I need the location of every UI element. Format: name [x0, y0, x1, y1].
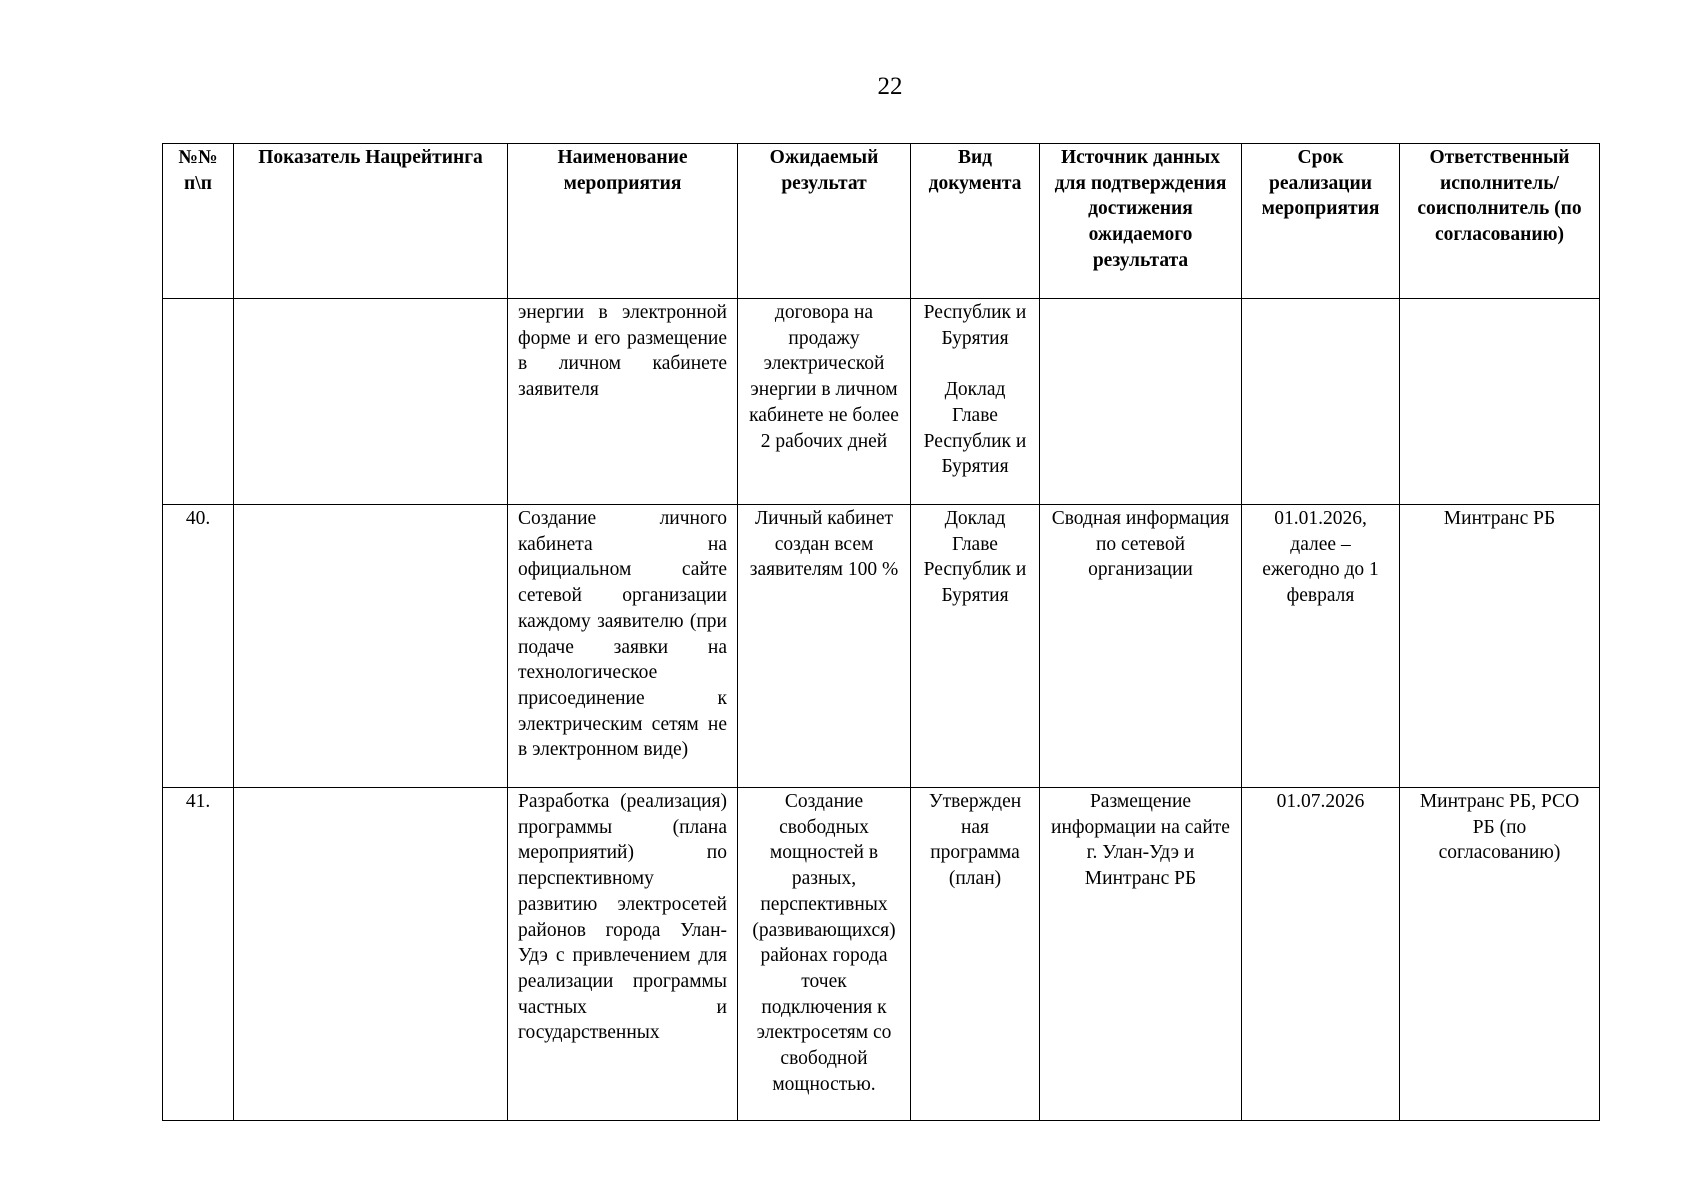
cell-indicator	[234, 299, 508, 505]
cell-deadline: 01.01.2026, далее – ежегодно до 1 февраля	[1242, 505, 1400, 788]
action-plan-table	[162, 143, 1600, 1121]
cell-event: Создание личного кабинета на официальном сайте сетевой организации каждому заявителю (при подаче заявки на технологическое присоединение к электрическим сетям не в электронном виде)	[508, 505, 738, 788]
cell-doc-type-line-1: Республик и Бурятия	[923, 302, 1027, 349]
cell-indicator	[234, 788, 508, 1121]
header-num: №№ п\п	[163, 144, 234, 299]
header-deadline: Срок реализации мероприятия	[1242, 144, 1400, 299]
header-result: Ожидаемый результат	[738, 144, 911, 299]
cell-responsible	[1400, 299, 1600, 505]
table-header-row	[163, 144, 1600, 299]
cell-deadline: 01.07.2026	[1242, 788, 1400, 1121]
cell-responsible: Минтранс РБ	[1400, 505, 1600, 788]
cell-doc-type: Доклад Главе Республик и Бурятия	[911, 505, 1040, 788]
cell-doc-type-line-2: Доклад Главе Республик и Бурятия	[923, 379, 1027, 478]
cell-result: Личный кабинет создан всем заявителям 100 %	[738, 505, 911, 788]
cell-doc-type-gap	[921, 351, 1029, 377]
header-source: Источник данных для подтверждения достижения ожидаемого результата	[1040, 144, 1242, 299]
header-event: Наименование мероприятия	[508, 144, 738, 299]
table-row	[163, 788, 1600, 1121]
header-responsible: Ответственный исполнитель/ соисполнитель (по согласованию)	[1400, 144, 1600, 299]
cell-deadline	[1242, 299, 1400, 505]
cell-doc-type	[911, 299, 1040, 505]
cell-indicator	[234, 505, 508, 788]
cell-doc-type: Утвержден ная программа (план)	[911, 788, 1040, 1121]
cell-num: 40.	[163, 505, 234, 788]
cell-source: Размещение информации на сайте г. Улан-Удэ и Минтранс РБ	[1040, 788, 1242, 1121]
cell-source: Сводная информация по сетевой организации	[1040, 505, 1242, 788]
header-doc-type: Вид документа	[911, 144, 1040, 299]
page-number: 22	[877, 73, 903, 100]
table-row	[163, 299, 1600, 505]
cell-result: договора на продажу электрической энергии в личном кабинете не более 2 рабочих дней	[738, 299, 911, 505]
cell-result: Создание свободных мощностей в разных, перспективных (развивающихся) районах города точек подключения к электросетям со свободной мощностью.	[738, 788, 911, 1121]
header-indicator: Показатель Нацрейтинга	[234, 144, 508, 299]
cell-event: Разработка (реализация) программы (плана мероприятий) по перспективному развитию электросетей районов города Улан-Удэ с привлечением для реализации программы частных и государственных	[508, 788, 738, 1121]
cell-source	[1040, 299, 1242, 505]
cell-responsible: Минтранс РБ, РСО РБ (по согласованию)	[1400, 788, 1600, 1121]
table-row	[163, 505, 1600, 788]
cell-num: 41.	[163, 788, 234, 1121]
cell-num	[163, 299, 234, 505]
cell-event: энергии в электронной форме и его размещение в личном кабинете заявителя	[508, 299, 738, 505]
